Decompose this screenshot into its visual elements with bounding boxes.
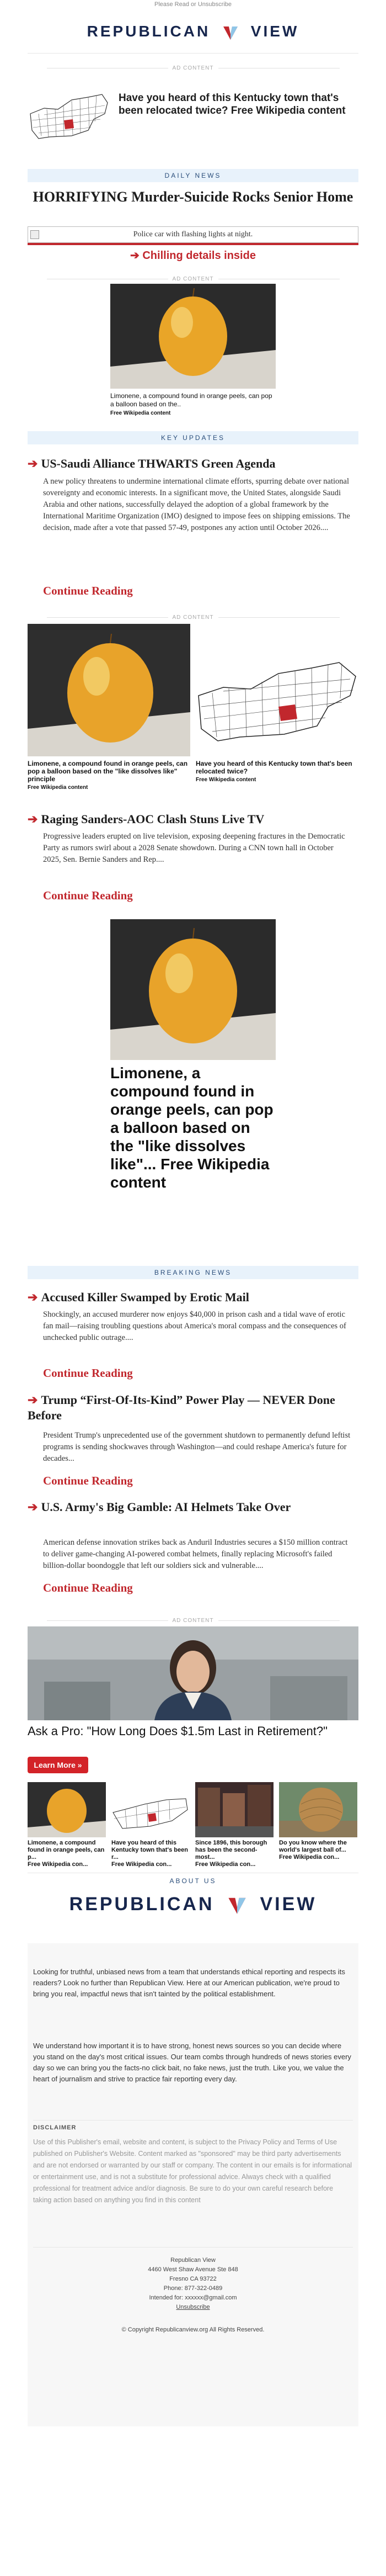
ad6-item1-source: Free Wikipedia con... bbox=[28, 1861, 88, 1868]
ad-thumb-2[interactable] bbox=[111, 1782, 190, 1868]
footer-copyright: © Copyright Republicanview.org All Rights Reserved. bbox=[121, 2326, 265, 2333]
brand-logo[interactable] bbox=[28, 22, 358, 41]
ad-limonene-2[interactable] bbox=[28, 624, 190, 801]
story4-body: President Trump's unprecedented use of the government shutdown to permanently defund leftist programs is sending shockwaves through Washington—and could reshape America's future for decades... bbox=[43, 1431, 351, 1463]
ad1-title[interactable]: Have you heard of this Kentucky town that's been relocated twice? Free Wikipedia content bbox=[119, 92, 346, 116]
balloon-image bbox=[110, 919, 276, 1060]
brand-right: VIEW bbox=[250, 23, 299, 40]
section-key-updates: KEY UPDATES bbox=[28, 431, 358, 444]
brand-left: REPUBLICAN bbox=[69, 1894, 215, 1915]
balloon-image bbox=[110, 284, 276, 389]
advisor-photo bbox=[28, 1626, 358, 1720]
about-us-heading: ABOUT US bbox=[169, 1877, 217, 1885]
ad6-item4-source: Free Wikipedia con... bbox=[279, 1854, 340, 1861]
unsubscribe-link[interactable]: Unsubscribe bbox=[176, 2304, 210, 2310]
section-daily-news: DAILY NEWS bbox=[28, 169, 358, 182]
ad-thumb-1[interactable] bbox=[28, 1782, 106, 1868]
twine-ball-image bbox=[279, 1782, 357, 1837]
ad-thumb-row bbox=[28, 1782, 358, 1868]
ad-limonene-1[interactable] bbox=[110, 284, 276, 422]
brand-right: VIEW bbox=[260, 1894, 317, 1915]
footer-phone: Phone: 877-322-0489 bbox=[163, 2285, 223, 2292]
ad6-item4-caption: Do you know where the world's largest ball of... bbox=[279, 1840, 347, 1853]
ad-thumb-3[interactable] bbox=[195, 1782, 274, 1868]
brand-left: REPUBLICAN bbox=[87, 23, 211, 40]
ad3-right-caption[interactable]: Have you heard of this Kentucky town that's been relocated twice? Free Wikipedia content bbox=[196, 760, 352, 783]
ad3-right-source: Free Wikipedia content bbox=[196, 777, 256, 783]
ad6-item3-caption: Since 1896, this borough has been the second-most... bbox=[195, 1840, 267, 1861]
lead-image[interactable] bbox=[28, 226, 358, 243]
ad-thumb-4[interactable] bbox=[279, 1782, 357, 1859]
balloon-image bbox=[28, 1782, 106, 1837]
ad6-item3-source: Free Wikipedia con... bbox=[195, 1861, 256, 1868]
ad6-item2-source: Free Wikipedia con... bbox=[111, 1861, 172, 1868]
ad3-left-source: Free Wikipedia content bbox=[28, 785, 88, 791]
disclaimer-title: DISCLAIMER bbox=[33, 2124, 77, 2131]
ad4-caption[interactable]: Limonene, a compound found in orange peels, can pop a balloon based on the "like dissolves like"... Free Wikipedia content bbox=[110, 1064, 274, 1191]
borough-street-image bbox=[195, 1782, 274, 1837]
story5-body: American defense innovation strikes back as Anduril Industries secures a $150 million contract to deliver game-changing AI-powered combat helmets, finally replacing Microsoft's failed billion-dollar boondoggle that left our soldiers sick and vulnerable.... bbox=[43, 1538, 348, 1570]
lead-headline[interactable]: HORRIFYING Murder-Suicide Rocks Senior Home bbox=[33, 189, 353, 205]
footer-address bbox=[28, 2256, 358, 2312]
preheader[interactable]: Please Read or Unsubscribe bbox=[154, 1, 232, 8]
kentucky-map-image bbox=[111, 1782, 190, 1837]
footer-address-line1: 4460 West Shaw Avenue Ste 848 bbox=[148, 2266, 238, 2273]
ad-label: AD CONTENT bbox=[28, 65, 358, 71]
lead-image-bar bbox=[28, 243, 358, 245]
footer-address-line2: Fresno CA 93722 bbox=[169, 2276, 217, 2282]
section-breaking-news: BREAKING NEWS bbox=[28, 1266, 358, 1279]
about-paragraph-2: We understand how important it is to have strong, honest news sources so you can decide where you stand on the day's most critical issues. Our team combs through hundreds of news stories every day so we can bring you the facts-no click bait, no fake news, just the truth. Like you, we value the heart of journalism and strive to practice fair reporting every day. bbox=[33, 2042, 351, 2083]
ad2-source: Free Wikipedia content bbox=[110, 410, 171, 416]
ad6-item1-caption: Limonene, a compound found in orange peels, can p... bbox=[28, 1840, 105, 1861]
story3-body: Shockingly, an accused murderer now enjoys $40,000 in prison cash and a tidal wave of erotic fan mail—raising troubling questions about America's moral compass and the consequences of unchecked public outrage.... bbox=[43, 1310, 346, 1342]
about-paragraph-1: Looking for truthful, unbiased news from a team that understands ethical reporting and respects its readers? Look no further than Republican View. Here at our American publication, we're proud to bring you real, impactful news that isn't tainted by the political establishment. bbox=[33, 1968, 345, 1998]
lead-image-alt: Police car with flashing lights at night. bbox=[133, 230, 253, 238]
story3-headline[interactable]: ➔ Accused Killer Swamped by Erotic Mail bbox=[28, 1290, 249, 1304]
learn-more-button[interactable]: Learn More » bbox=[28, 1757, 88, 1773]
story2-body: Progressive leaders erupted on live television, exposing deepening fractures in the Democratic Party as rumors swirl about a 2028 Senate showdown. During a CNN town hall in October 2025, Sen. Bernie Sanders and Rep.... bbox=[43, 832, 345, 864]
ad-retirement[interactable] bbox=[28, 1626, 358, 1775]
story1-continue-reading[interactable]: Continue Reading bbox=[43, 584, 133, 597]
balloon-image bbox=[28, 624, 190, 756]
arrow-icon: ➔ bbox=[28, 457, 38, 470]
arrow-icon: ➔ bbox=[28, 812, 38, 826]
story2-continue-reading[interactable]: Continue Reading bbox=[43, 889, 133, 902]
ad3-left-caption[interactable]: Limonene, a compound found in orange peels, can pop a balloon based on the "like dissolves like" principle Free Wikipedia content bbox=[28, 760, 188, 791]
ad2-caption[interactable]: Limonene, a compound found in orange peels, can pop a balloon based on the.. Free Wikipedia content bbox=[110, 392, 272, 416]
about-brand-logo[interactable] bbox=[28, 1893, 358, 1916]
brand-v-mark-icon bbox=[222, 24, 239, 41]
ad-label: AD CONTENT bbox=[28, 1618, 358, 1624]
ad-label: AD CONTENT bbox=[28, 614, 358, 621]
kentucky-map-image bbox=[196, 624, 358, 756]
ad-limonene-3[interactable] bbox=[110, 919, 276, 1228]
ad-kentucky-map[interactable] bbox=[28, 75, 358, 158]
story4-headline[interactable]: ➔ Trump “First-Of-Its-Kind” Power Play — NEVER Done Before bbox=[28, 1393, 335, 1422]
story1-body: A new policy threatens to undermine international climate efforts, spurring debate over national sovereignty and economic interests. In a significant move, the United States, alongside Saudi Arabia and other nations, successfully delayed the adoption of a global framework by the International Maritime Organization (IMO) designed to impose fees on shipping emissions. The decision, made after a vote that passed 57-49, postpones any action until October 2026.... bbox=[43, 477, 350, 532]
disclaimer-text: Use of this Publisher's email, website and content, is subject to the Privacy Policy and Terms of Use published on Publisher's Website. Content marked as "sponsored" may be third party advertisements and are not endorsed or warranted by our staff or company. The content in our emails is for informational or entertainment use, and is not a substitute for professional advice. Always check with a qualified professional for treatment advice and/or diagnosis. Be sure to do your own careful research before taking action based on anything you find in this content bbox=[33, 2138, 352, 2204]
ad-label: AD CONTENT bbox=[28, 276, 358, 282]
lead-cta[interactable]: ➔ Chilling details inside bbox=[130, 250, 256, 262]
arrow-icon: ➔ bbox=[28, 1290, 38, 1304]
kentucky-map-image bbox=[28, 75, 110, 158]
arrow-icon: ➔ bbox=[28, 1500, 38, 1514]
ad-kentucky-map-2[interactable] bbox=[196, 624, 358, 801]
footer-intended: Intended for: xxxxxx@gmail.com bbox=[149, 2294, 237, 2301]
brand-v-mark-icon bbox=[227, 1895, 247, 1915]
story1-headline[interactable]: ➔ US-Saudi Alliance THWARTS Green Agenda bbox=[28, 457, 276, 470]
arrow-icon: ➔ bbox=[28, 1393, 38, 1407]
ad5-title[interactable]: Ask a Pro: "How Long Does $1.5m Last in Retirement?" bbox=[28, 1724, 328, 1738]
story3-continue-reading[interactable]: Continue Reading bbox=[43, 1366, 133, 1380]
story2-headline[interactable]: ➔ Raging Sanders-AOC Clash Stuns Live TV bbox=[28, 812, 265, 826]
footer-name: Republican View bbox=[170, 2257, 216, 2264]
story5-headline[interactable]: ➔ U.S. Army's Big Gamble: AI Helmets Take Over bbox=[28, 1500, 291, 1514]
story4-continue-reading[interactable]: Continue Reading bbox=[43, 1474, 133, 1487]
story5-continue-reading[interactable]: Continue Reading bbox=[43, 1581, 133, 1594]
broken-image-icon bbox=[30, 230, 39, 239]
ad6-item2-caption: Have you heard of this Kentucky town that's been r... bbox=[111, 1840, 188, 1861]
